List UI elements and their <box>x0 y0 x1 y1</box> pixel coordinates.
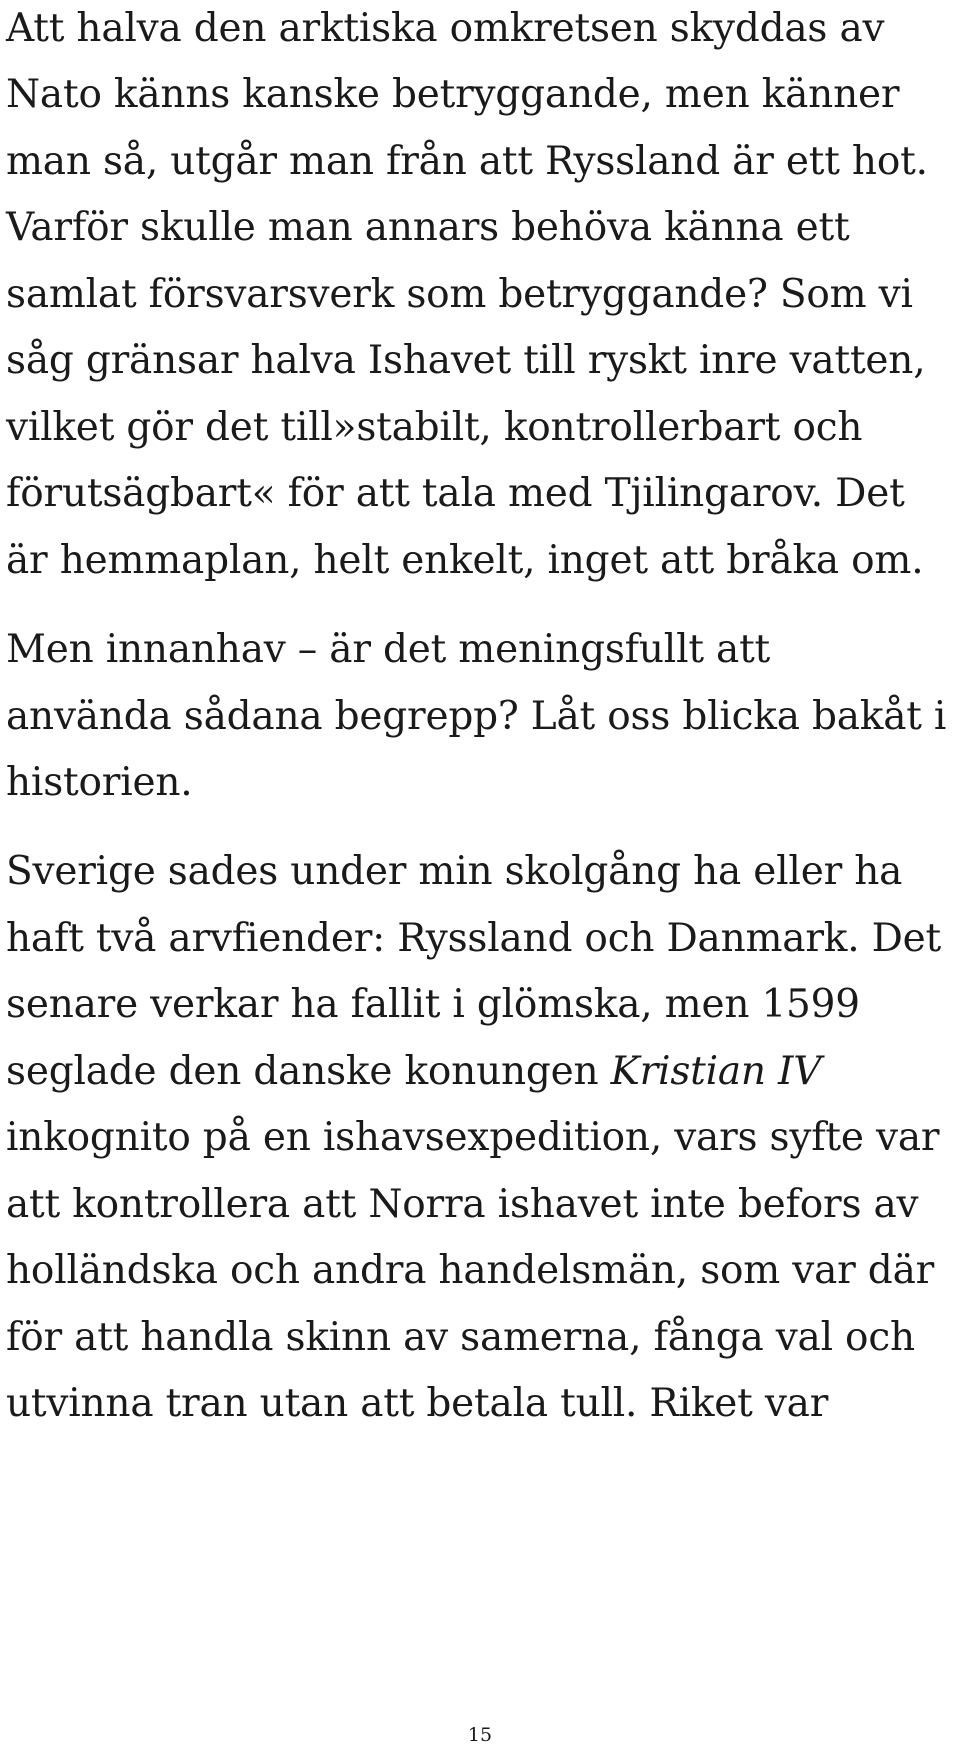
text-line: haft två arvfiender: Ryssland och Danmark. Det <box>6 916 942 961</box>
text-line: är hemmaplan, helt enkelt, inget att bråka om. <box>6 538 924 583</box>
text-line: Nato känns kanske betryggande, men känner <box>6 72 900 117</box>
page-number: 15 <box>467 1724 493 1746</box>
text-line: för att handla skinn av samerna, fånga val och <box>6 1315 915 1360</box>
text-line: Men innanhav – är det meningsfullt att <box>6 627 771 672</box>
text-line: förutsägbart« för att tala med Tjilingarov. Det <box>6 471 905 516</box>
text-line: Att halva den arktiska omkretsen skyddas av <box>6 6 885 51</box>
text-line: inkognito på en ishavsexpedition, vars syfte var <box>6 1115 940 1160</box>
text-line: att kontrollera att Norra ishavet inte befors av <box>6 1182 919 1227</box>
text-line: samlat försvarsverk som betryggande? Som vi <box>6 272 913 317</box>
text-line: senare verkar ha fallit i glömska, men 1599 <box>6 982 860 1027</box>
text-line: utvinna tran utan att betala tull. Riket var <box>6 1381 829 1426</box>
text-line: såg gränsar halva Ishavet till ryskt inre vatten, <box>6 338 926 383</box>
italic-name: Kristian IV <box>610 1049 822 1094</box>
text-line: vilket gör det till»stabilt, kontrollerbart och <box>6 405 863 450</box>
text-run: seglade den danske konungen <box>6 1049 611 1094</box>
text-line: historien. <box>6 760 193 805</box>
text-line: använda sådana begrepp? Låt oss blicka bakåt i <box>6 694 947 739</box>
text-line: Sverige sades under min skolgång ha eller ha <box>6 849 903 894</box>
text-line: Varför skulle man annars behöva känna ett <box>6 205 850 250</box>
text-line: holländska och andra handelsmän, som var där <box>6 1248 935 1293</box>
text-line-with-italic <box>6 1048 821 1096</box>
text-line: man så, utgår man från att Ryssland är ett hot. <box>6 139 928 184</box>
